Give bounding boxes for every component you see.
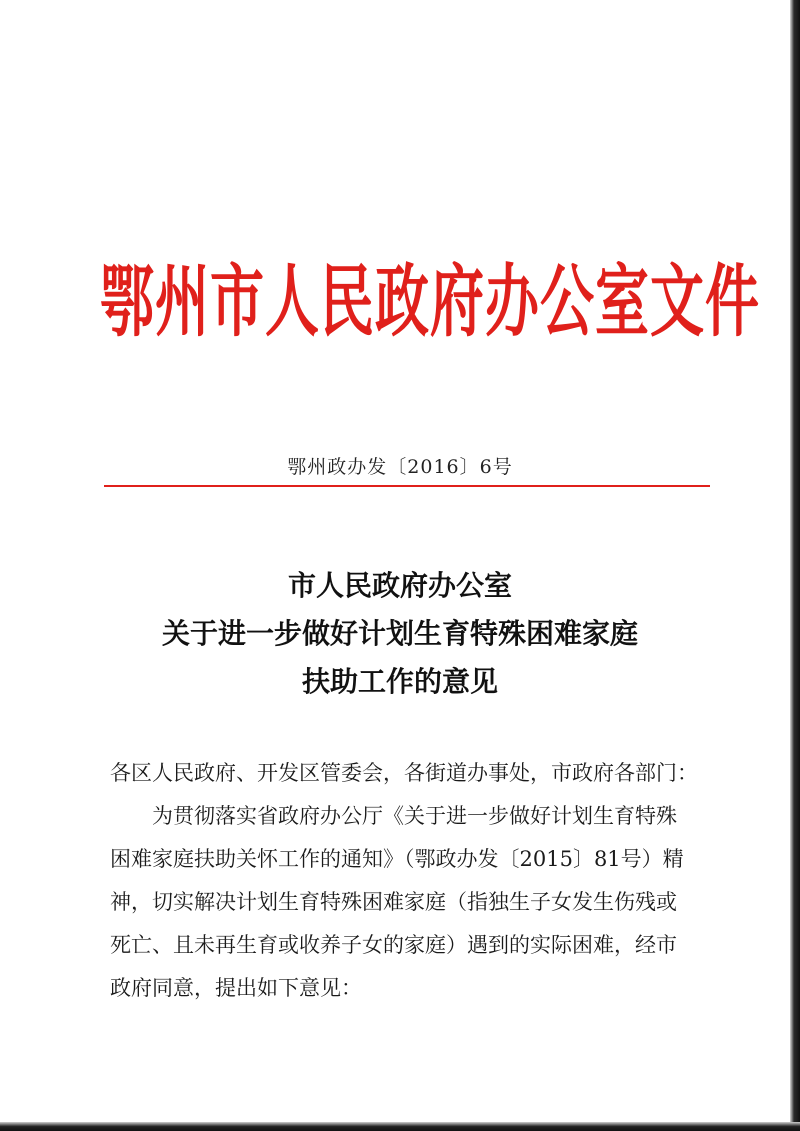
paragraph-line: 神，切实解决计划生育特殊困难家庭（指独生子女发生伤残或 bbox=[110, 890, 677, 914]
title-line: 市人民政府办公室 bbox=[287, 569, 512, 602]
paragraph-line: 为贯彻落实省政府办公厅《关于进一步做好计划生育特殊 bbox=[152, 804, 677, 828]
header-divider bbox=[104, 485, 710, 487]
document-body bbox=[110, 752, 710, 1010]
addressee: 各区人民政府、开发区管委会，各街道办事处，市政府各部门： bbox=[110, 761, 698, 785]
title-line: 关于进一步做好计划生育特殊困难家庭 bbox=[161, 617, 638, 650]
paragraph-line: 死亡、且未再生育或收养子女的家庭）遇到的实际困难，经市 bbox=[110, 933, 677, 957]
paragraph-line: 困难家庭扶助关怀工作的通知》（鄂政办发〔2015〕81号）精 bbox=[110, 847, 684, 871]
scan-edge-right bbox=[790, 0, 800, 1131]
paragraph-line: 政府同意，提出如下意见： bbox=[110, 976, 362, 1000]
scan-edge-bottom bbox=[0, 1122, 800, 1131]
title-line: 扶助工作的意见 bbox=[301, 665, 498, 698]
document-header-title: 鄂州市人民政府办公室文件 bbox=[100, 254, 760, 348]
document-title bbox=[100, 562, 700, 706]
document-number: 鄂州政办发〔2016〕6号 bbox=[287, 456, 513, 478]
